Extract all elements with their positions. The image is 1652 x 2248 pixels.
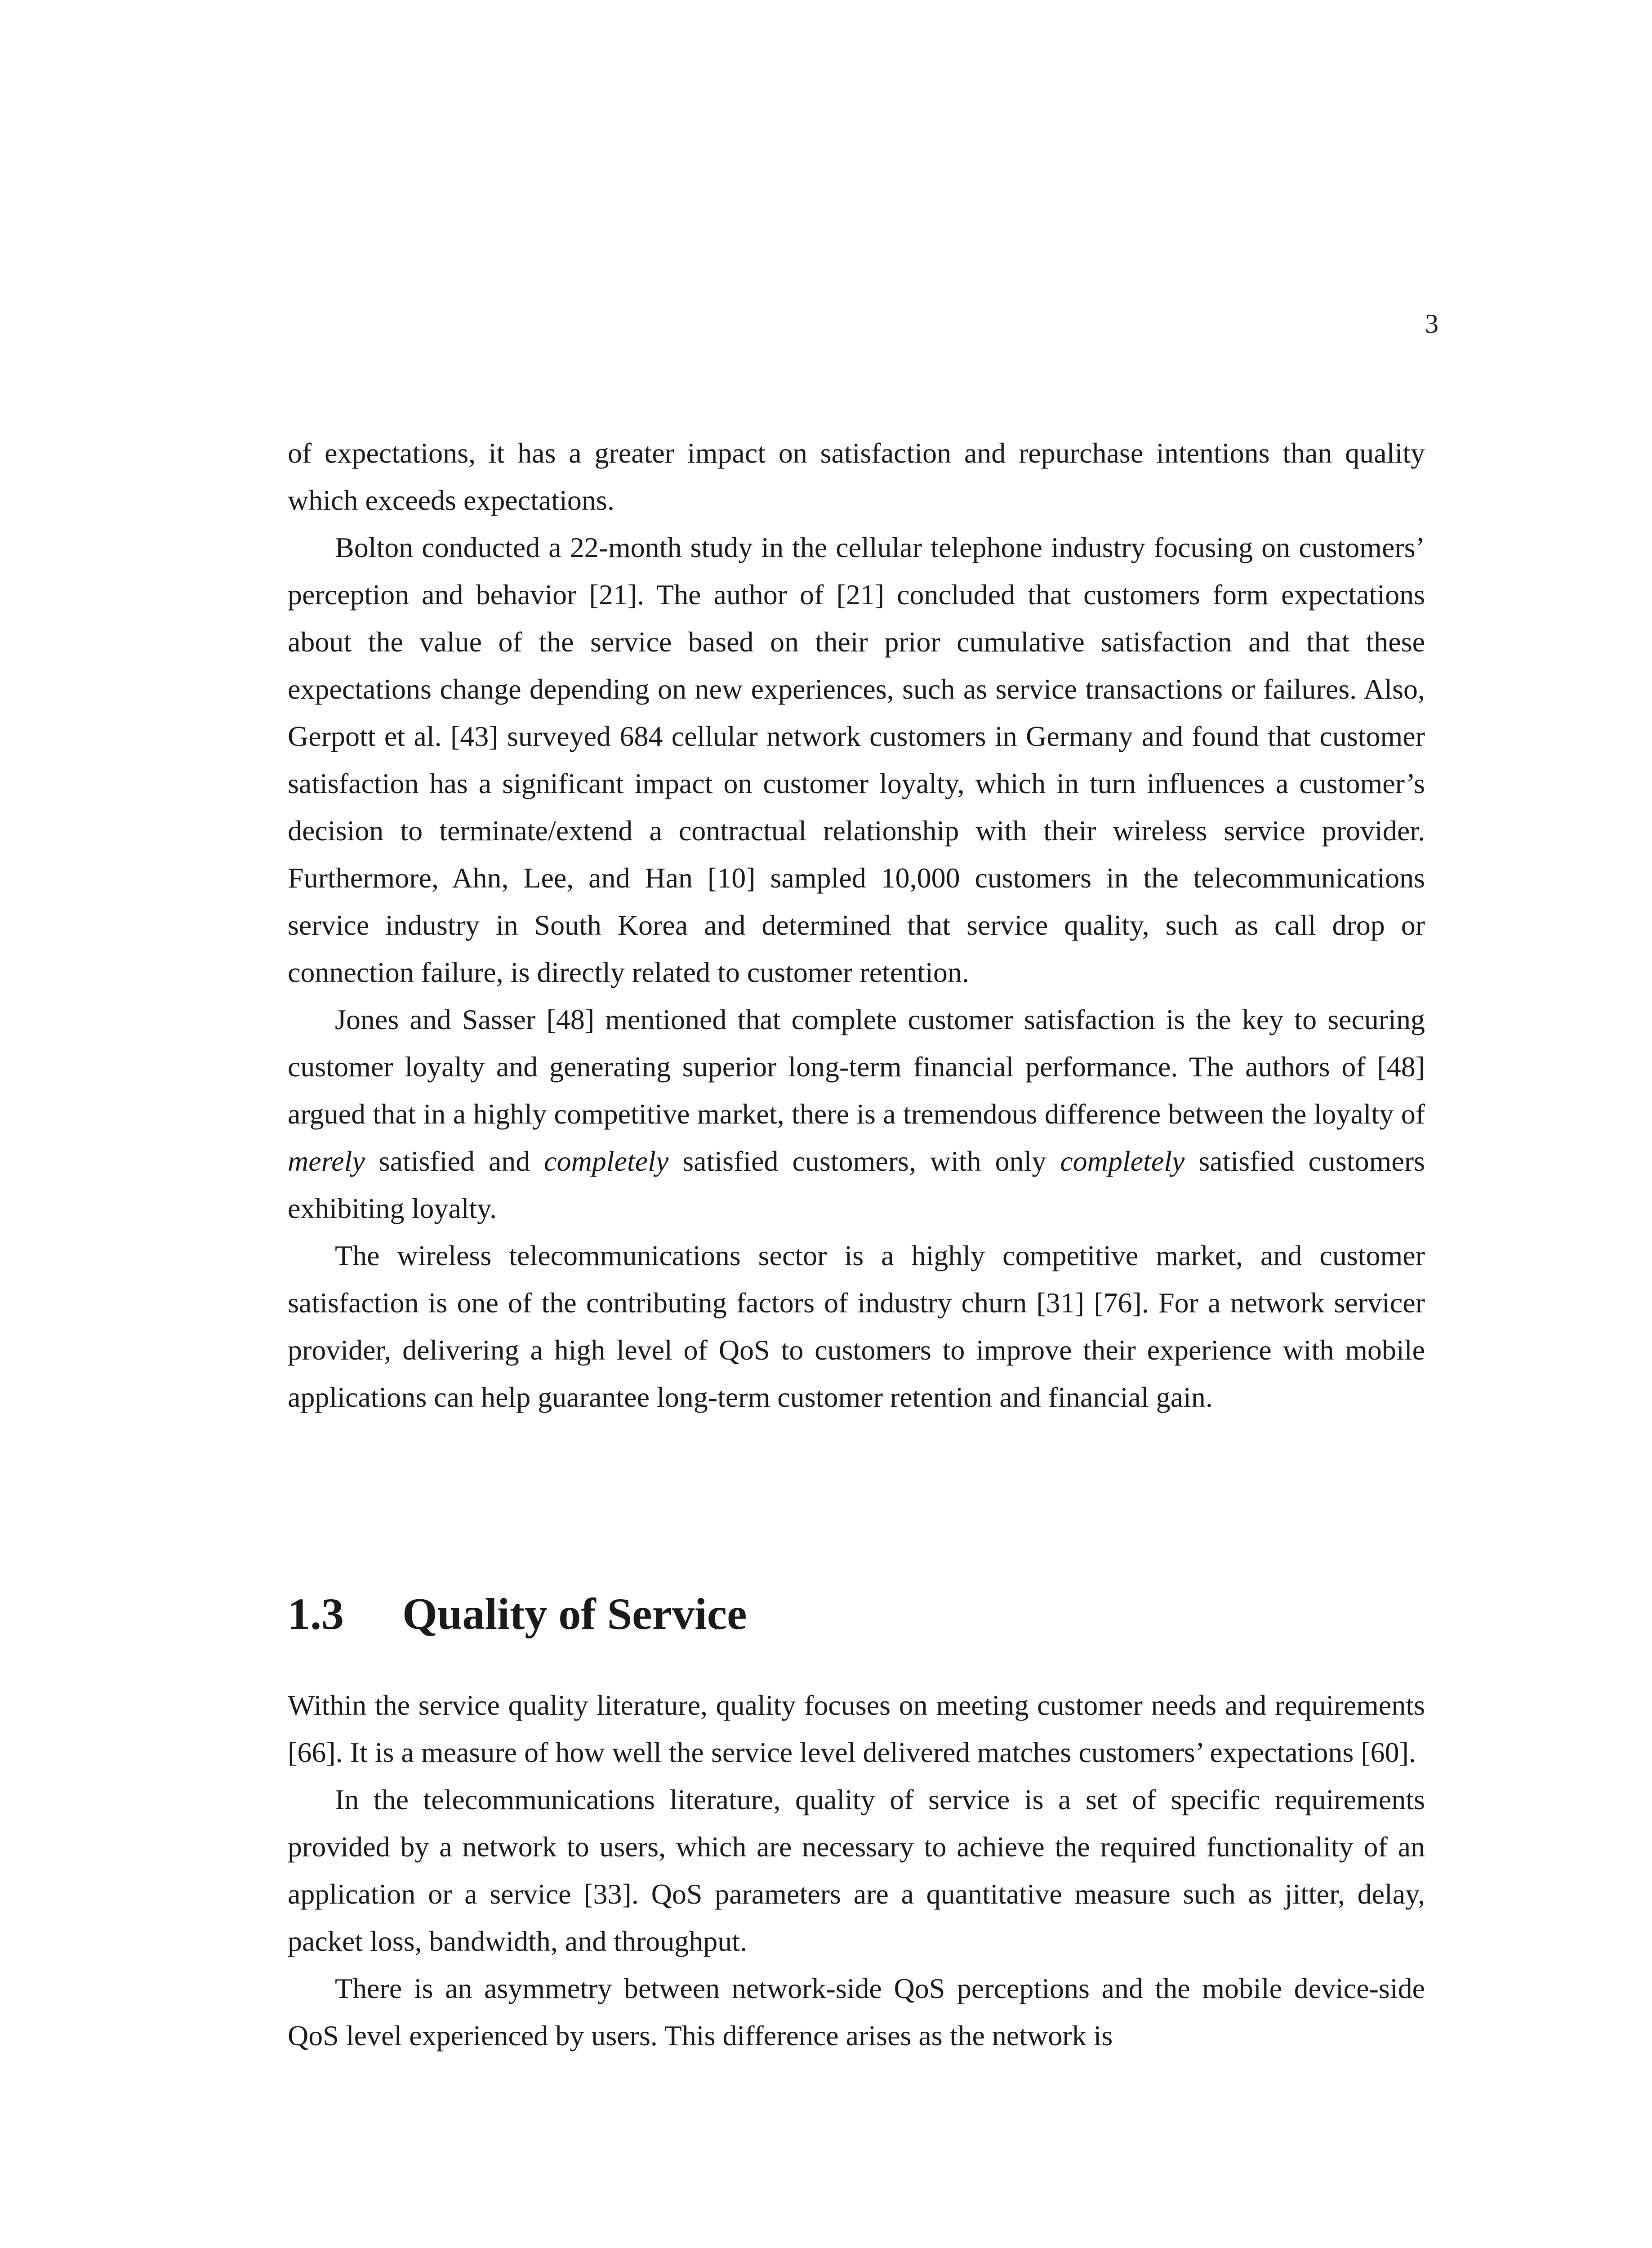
paragraph-wireless-sector: The wireless telecommunications sector is a highly competitive market, and customer satisfaction is one of the contributing factors of industry churn [31] [76]. For a network servicer provider, delivering a high level of QoS to customers to improve their experience with mobile applications can help guarantee long-term customer retention and financial gain.: [288, 1240, 1425, 1413]
page-number: 3: [1425, 309, 1438, 339]
emphasis-completely: completely: [1060, 1145, 1185, 1177]
paragraph-telecom-literature: In the telecommunications literature, quality of service is a set of specific requirements provided by a network to users, which are necessary to achieve the required functionality of an application or a service [33]. QoS parameters are a quantitative measure such as jitter, delay, packet loss, bandwidth, and throughput.: [288, 1784, 1425, 1957]
body-text-section-1-3: [288, 1682, 1425, 2059]
text-run: satisfied customers exhibiting loyalty.: [288, 1145, 1425, 1224]
section-number: 1.3: [288, 1589, 344, 1639]
emphasis-completely: completely: [544, 1145, 669, 1177]
paragraph-expectations-continued: of expectations, it has a greater impact on satisfaction and repurchase intentions than quality which exceeds expectations.: [288, 437, 1425, 516]
text-run: satisfied and: [365, 1145, 544, 1177]
text-run: Jones and Sasser [48] mentioned that complete customer satisfaction is the key to securing customer loyalty and generating superior long-term financial performance. The authors of [48] argued that in a highly competitive market, there is a tremendous difference between the loyalty of: [288, 1004, 1425, 1130]
emphasis-merely: merely: [288, 1145, 365, 1177]
paragraph-bolton-study: Bolton conducted a 22-month study in the cellular telephone industry focusing on customers’ perception and behavior [21]. The author of [21] concluded that customers form expectations about the value of the service based on their prior cumulative satisfaction and that these expectations change depending on new experiences, such as service transactions or failures. Also, Gerpott et al. [43] surveyed 684 cellular network customers in Germany and found that customer satisfaction has a significant impact on customer loyalty, which in turn influences a customer’s decision to terminate/extend a contractual relationship with their wireless service provider. Furthermore, Ahn, Lee, and Han [10] sampled 10,000 customers in the telecommunications service industry in South Korea and determined that service quality, such as call drop or connection failure, is directly related to customer retention.: [288, 531, 1425, 988]
text-run: satisfied customers, with only: [668, 1145, 1060, 1177]
section-heading: [288, 1583, 1425, 1646]
section-title: Quality of Service: [402, 1589, 747, 1639]
paragraph-service-quality-literature: Within the service quality literature, quality focuses on meeting customer needs and requirements [66]. It is a measure of how well the service level delivered matches customers’ expectations [60].: [288, 1689, 1425, 1768]
paragraph-jones-sasser: [288, 996, 1425, 1232]
body-text-before-section: [288, 429, 1425, 1421]
paragraph-asymmetry: There is an asymmetry between network-side QoS perceptions and the mobile device-side QoS level experienced by users. This difference arises as the network is: [288, 1972, 1425, 2052]
